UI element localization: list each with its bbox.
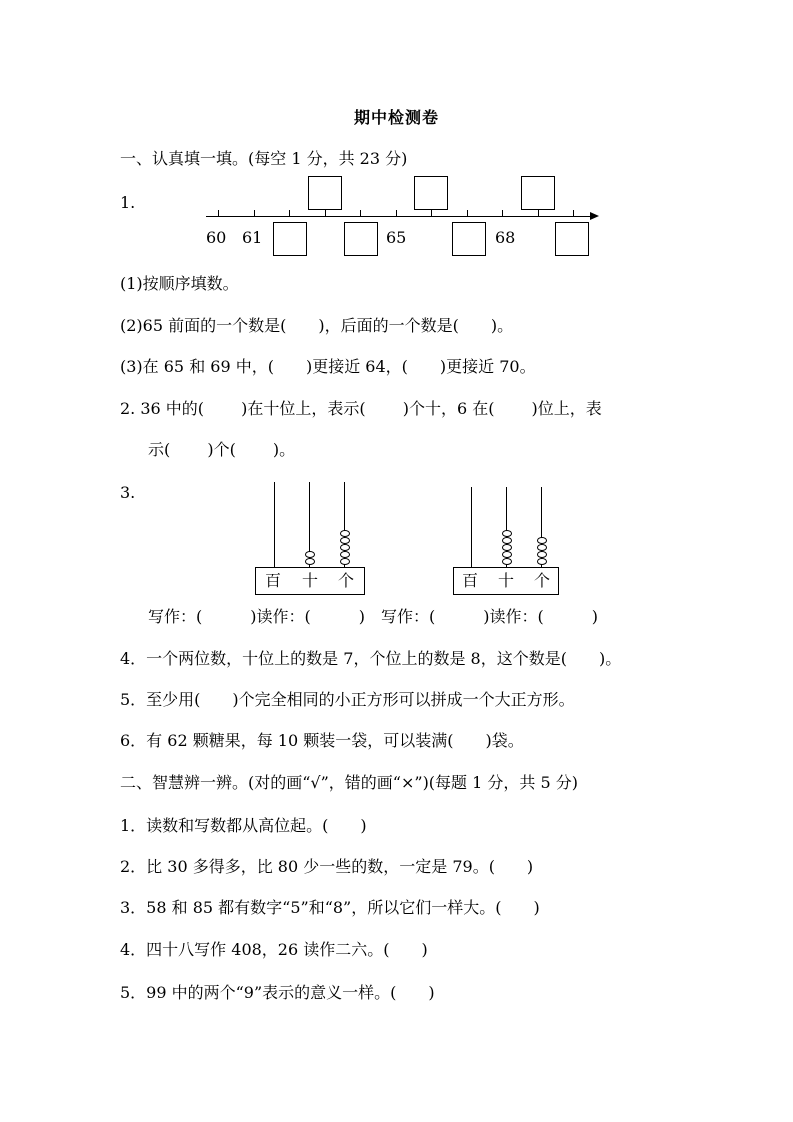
q1-sub3: (3)在 65 和 69 中，( )更接近 64，( )更接近 70。 bbox=[120, 357, 536, 376]
tick bbox=[502, 210, 503, 217]
abacus-bead bbox=[340, 551, 350, 558]
arrow-right-icon bbox=[590, 212, 599, 220]
abacus-bead bbox=[340, 530, 350, 537]
abacus-rod-hundreds bbox=[471, 487, 472, 568]
abacus-rod-hundreds bbox=[274, 482, 275, 568]
tick bbox=[360, 210, 361, 217]
q4: 4．一个两位数，十位上的数是 7，个位上的数是 8，这个数是( )。 bbox=[120, 649, 622, 668]
answer-box[interactable] bbox=[452, 222, 486, 256]
place-ones: 个 bbox=[534, 571, 551, 590]
abacus-bead bbox=[502, 544, 512, 551]
abacus-bead bbox=[340, 537, 350, 544]
judge-item-5: 5．99 中的两个“9”表示的意义一样。( ) bbox=[120, 983, 435, 1002]
q2-line2: 示( )个( )。 bbox=[148, 440, 296, 459]
place-tens: 十 bbox=[498, 571, 515, 590]
place-tens: 十 bbox=[302, 571, 319, 590]
number-label-61: 61 bbox=[242, 228, 263, 247]
q2-line1: 2. 36 中的( )在十位上，表示( )个十，6 在( )位上，表 bbox=[120, 399, 602, 418]
box-connector bbox=[325, 209, 326, 217]
number-label-68: 68 bbox=[495, 228, 516, 247]
q1-label: 1. bbox=[120, 193, 136, 212]
answer-box[interactable] bbox=[414, 176, 448, 210]
q1-sub1: (1)按顺序填数。 bbox=[120, 274, 239, 293]
place-ones: 个 bbox=[338, 571, 355, 590]
section1-heading: 一、认真填一填。(每空 1 分，共 23 分) bbox=[120, 149, 408, 168]
abacus-bead bbox=[340, 544, 350, 551]
q5: 5．至少用( )个完全相同的小正方形可以拼成一个大正方形。 bbox=[120, 690, 575, 709]
box-connector bbox=[538, 209, 539, 217]
q3-label: 3. bbox=[120, 483, 136, 502]
abacus-bead bbox=[537, 551, 547, 558]
abacus-bead bbox=[537, 544, 547, 551]
abacus-bead bbox=[502, 551, 512, 558]
q3-answer-line: 写作：( )读作：( ) 写作：( )读作：( ) bbox=[148, 607, 598, 626]
page-title: 期中检测卷 bbox=[353, 108, 439, 127]
judge-item-3: 3．58 和 85 都有数字“5”和“8”，所以它们一样大。( ) bbox=[120, 898, 540, 917]
tick bbox=[467, 210, 468, 217]
abacus-bead bbox=[502, 537, 512, 544]
abacus-bead bbox=[305, 558, 315, 565]
answer-box[interactable] bbox=[344, 222, 378, 256]
number-label-60: 60 bbox=[206, 228, 227, 247]
tick bbox=[218, 210, 219, 217]
judge-item-2: 2．比 30 多得多，比 80 少一些的数，一定是 79。( ) bbox=[120, 857, 534, 876]
tick bbox=[396, 210, 397, 217]
answer-box[interactable] bbox=[555, 222, 589, 256]
q1-sub2: (2)65 前面的一个数是( )，后面的一个数是( )。 bbox=[120, 316, 514, 335]
abacus-bead bbox=[340, 558, 350, 565]
q6: 6．有 62 颗糖果，每 10 颗装一袋，可以装满( )袋。 bbox=[120, 731, 524, 750]
place-hundreds: 百 bbox=[462, 571, 479, 590]
answer-box[interactable] bbox=[308, 176, 342, 210]
section2-heading: 二、智慧辨一辨。(对的画“√”，错的画“×”)(每题 1 分，共 5 分) bbox=[120, 773, 578, 792]
tick bbox=[573, 210, 574, 217]
tick bbox=[289, 210, 290, 217]
abacus-base bbox=[255, 567, 365, 595]
number-label-65: 65 bbox=[386, 228, 407, 247]
judge-item-4: 4．四十八写作 408，26 读作二六。( ) bbox=[120, 940, 428, 959]
judge-item-1: 1．读数和写数都从高位起。( ) bbox=[120, 816, 367, 835]
tick bbox=[254, 210, 255, 217]
answer-box[interactable] bbox=[521, 176, 555, 210]
box-connector bbox=[431, 209, 432, 217]
place-hundreds: 百 bbox=[265, 571, 282, 590]
answer-box[interactable] bbox=[273, 222, 307, 256]
number-line-axis bbox=[206, 216, 592, 217]
abacus-bead bbox=[305, 551, 315, 558]
abacus-bead bbox=[502, 530, 512, 537]
abacus-bead bbox=[537, 537, 547, 544]
abacus-base bbox=[453, 567, 559, 595]
abacus-bead bbox=[502, 558, 512, 565]
abacus-bead bbox=[537, 558, 547, 565]
